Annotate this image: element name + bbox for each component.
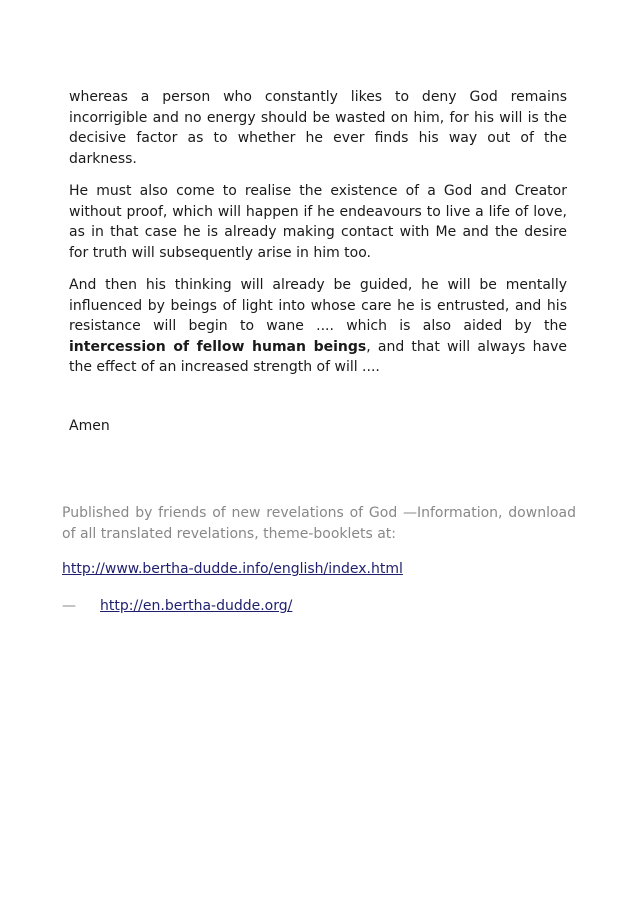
paragraph-1: whereas a person who constantly likes to deny God remains incorrigible and no energy should be wasted on him, for his will is the decisive factor as to whether he ever finds his way out of the darkness. — [69, 89, 567, 167]
dash-separator: — — [62, 598, 76, 614]
paragraph-3-text-start: And then his thinking will already be guided, he will be mentally influenced by beings of light into whose care he is entrusted, and his resistance will begin to wane .... which is also aided by the — [69, 277, 567, 334]
footer — [62, 503, 576, 617]
document-body — [69, 87, 567, 448]
paragraph-3-text-end: , and that will always have the effect of an increased strength of will .... — [69, 338, 567, 375]
footer-info-text: Published by friends of new revelations of God —Information, download of all translated revelations, theme-booklets at: — [62, 505, 576, 542]
paragraph-2: He must also come to realise the existence of a God and Creator without proof, which will happen if he endeavours to live a life of love, as in that case he is already making contact with Me and the desire for truth will subsequently arise in him too. — [69, 183, 567, 261]
paragraph-3 — [69, 275, 567, 378]
closing-amen: Amen — [69, 417, 110, 434]
secondary-link-row — [62, 596, 576, 617]
bertha-dudde-org-link[interactable]: http://en.bertha-dudde.org/ — [100, 598, 293, 614]
paragraph-3-bold-phrase: intercession of fellow human beings — [69, 338, 367, 355]
english-index-link[interactable]: http://www.bertha-dudde.info/english/index.html — [62, 561, 403, 577]
